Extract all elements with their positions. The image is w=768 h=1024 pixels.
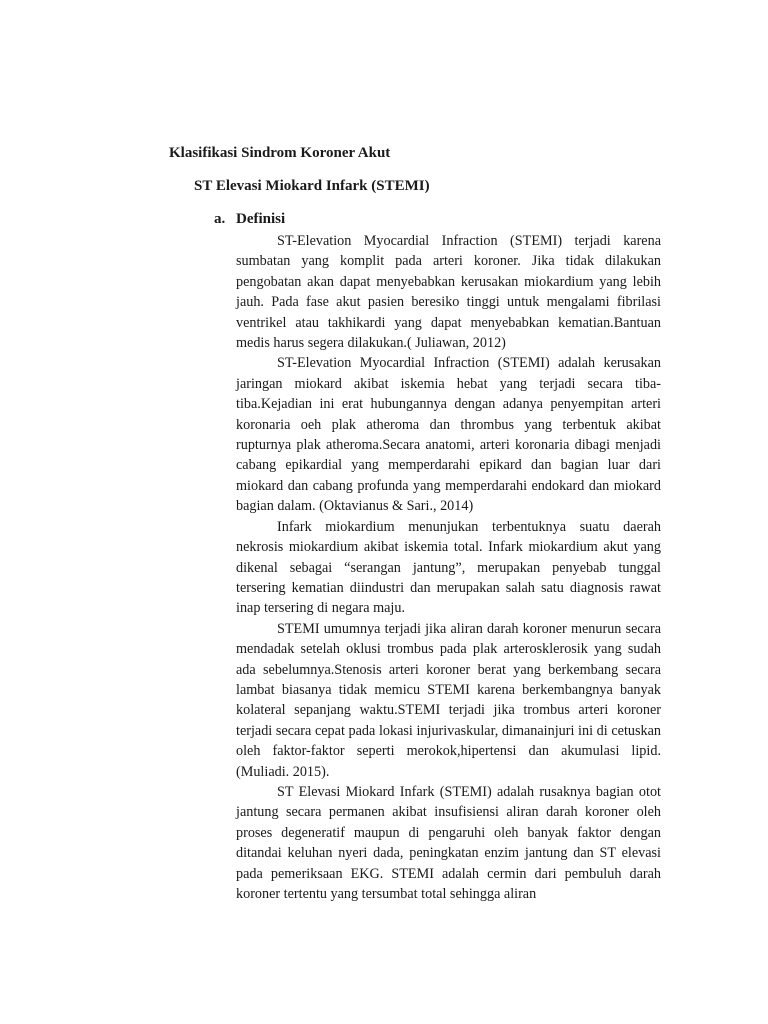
section-heading [214,209,285,229]
paragraph: ST Elevasi Miokard Infark (STEMI) adalah rusaknya bagian otot jantung secara permanen akibat insufisiensi aliran darah koroner oleh proses degeneratif maupun di pengaruhi oleh banyak faktor dengan ditandai keluhan nyeri dada, peningkatan enzim jantung dan ST elevasi pada pemeriksaan EKG. STEMI adalah cermin dari pembuluh darah koroner tertentu yang tersumbat total sehingga aliran [236,783,661,902]
paragraph: ST-Elevation Myocardial Infraction (STEMI) adalah kerusakan jaringan miokard akibat iskemia hebat yang terjadi secara tiba-tiba.Kejadian ini erat hubungannya dengan adanya penyempitan arteri koronaria oeh plak atheroma dan thrombus yang terbentuk akibat rupturnya plak atheroma.Secara anatomi, arteri koronaria dibagi menjadi cabang epikardial yang memperdarahi epikard dan bagian luar dari miokard dan cabang profunda yang memperdarahi endokard dan miokard bagian dalam. (Oktavianus & Sari., 2014) [236,355,661,515]
paragraph: Infark miokardium menunjukan terbentuknya suatu daerah nekrosis miokardium akibat iskemia total. Infark miokardium akut yang dikenal sebagai “serangan jantung”, merupakan penyebab tunggal tersering kematian diindustri dan merupakan salah satu diagnosis rawat inap tersering di negara maju. [236,518,661,617]
document-title: Klasifikasi Sindrom Koroner Akut [169,145,391,161]
paragraph: STEMI umumnya terjadi jika aliran darah koroner menurun secara mendadak setelah oklusi trombus pada plak arterosklerosik yang sudah ada sebelumnya.Stenosis arteri koroner berat yang berkembang secara lambat biasanya tidak memicu STEMI karena berkembangnya banyak kolateral sepanjang waktu.STEMI terjadi jika trombus arteri koroner terjadi secara cepat pada lokasi injurivaskular, dimanainjuri ini di cetuskan oleh faktor-faktor seperti merokok,hipertensi dan akumulasi lipid. (Muliadi. 2015). [236,620,661,780]
section-heading-label: Definisi [236,211,286,227]
section-marker: a. [214,211,226,227]
paragraph: ST-Elevation Myocardial Infraction (STEMI) terjadi karena sumbatan yang komplit pada arteri koroner. Jika tidak dilakukan pengobatan akan dapat menyebabkan kerusakan miokardium yang lebih jauh. Pada fase akut pasien beresiko tinggi untuk mengalami fibrilasi ventrikel atau takhikardi yang dapat menyebabkan kematian.Bantuan medis harus segera dilakukan.( Juliawan, 2012) [236,233,661,352]
document-subtitle: ST Elevasi Miokard Infark (STEMI) [194,178,430,194]
body-text [236,231,661,904]
